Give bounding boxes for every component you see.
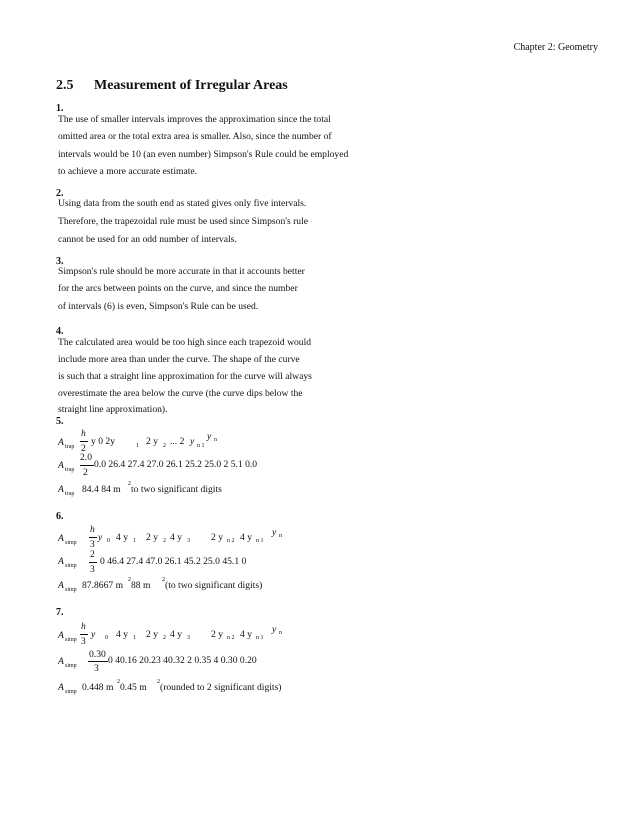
equation-terms: y [91, 629, 96, 640]
area-symbol: A [58, 484, 64, 495]
item-text-line: to achieve a more accurate estimate. [58, 166, 198, 177]
item-text-line: Using data from the south end as stated gives only five intervals. [58, 198, 307, 209]
area-symbol: A [58, 533, 64, 544]
item-number: 5. [56, 416, 64, 427]
subscript: 1 [136, 443, 139, 449]
h-numerator: h [81, 428, 86, 439]
subscript: 3 [187, 635, 190, 641]
subscript: 0 [107, 538, 110, 544]
superscript: 2 [157, 679, 160, 685]
item-text-line: include more area than under the curve. The shape of the curve [58, 354, 300, 365]
chapter-header: Chapter 2: Geometry [513, 42, 598, 53]
item-number: 7. [56, 607, 64, 618]
equation-terms: 4 y [170, 629, 182, 640]
item-number: 6. [56, 511, 64, 522]
superscript: 2 [162, 577, 165, 583]
equation-note: (rounded to 2 significant digits) [160, 682, 282, 693]
equation-terms: 2 y [146, 532, 158, 543]
equation-terms: y [98, 532, 103, 543]
subscript: n [279, 533, 282, 539]
equation-result: 84.4 84 m [82, 484, 121, 495]
h-numerator: h [81, 621, 86, 632]
fraction-bar [88, 661, 108, 662]
item-text-line: cannot be used for an odd number of intervals. [58, 234, 237, 245]
equation-terms: 4 y [116, 629, 128, 640]
equation-result: 0.448 m [82, 682, 114, 693]
subscript: n 1 [256, 538, 264, 544]
item-number: 2. [56, 188, 64, 199]
fraction-bar [80, 441, 88, 442]
equation-note: (to two significant digits) [165, 580, 263, 591]
subscript: 2 [163, 443, 166, 449]
area-symbol: A [58, 580, 64, 591]
fraction-numerator: 2.0 [80, 452, 92, 463]
equation-values: 0.0 26.4 27.4 27.0 26.1 25.2 25.0 2 5.1 0.0 [94, 459, 258, 470]
section-title: Measurement of Irregular Areas [94, 78, 288, 93]
item-number: 1. [56, 103, 64, 114]
subscript: n 1 [197, 443, 205, 449]
fraction-numerator: 0.30 [89, 649, 106, 660]
h-numerator: h [90, 524, 95, 535]
fraction-bar [89, 537, 97, 538]
subscript: n 2 [227, 635, 235, 641]
item-text-line: for the arcs between points on the curve, and since the number [58, 283, 298, 294]
equation-terms: y [272, 624, 277, 635]
item-text-line: The calculated area would be too high since each trapezoid would [58, 337, 312, 348]
item-text-line: intervals would be 10 (an even number) Simpson's Rule could be employed [58, 149, 349, 160]
area-symbol: A [58, 682, 64, 693]
fraction-denominator: 2 [83, 467, 88, 478]
simp-subscript: simp [65, 563, 77, 569]
area-symbol: A [58, 556, 64, 567]
item-text-line: Therefore, the trapezoidal rule must be used since Simpson's rule [58, 216, 309, 227]
simp-subscript: simp [65, 663, 77, 669]
fraction-denominator: 3 [90, 539, 95, 550]
item-number: 4. [56, 326, 64, 337]
subscript: 1 [133, 538, 136, 544]
fraction-denominator: 3 [90, 564, 95, 575]
equation-result: 88 m [131, 580, 151, 591]
item-text-line: overestimate the area below the curve (the curve dips below the [58, 388, 303, 399]
superscript: 2 [117, 679, 120, 685]
area-symbol: A [58, 656, 64, 667]
equation-result: 87.8667 m [82, 580, 124, 591]
subscript: 1 [133, 635, 136, 641]
subscript: n 1 [256, 635, 264, 641]
fraction-denominator: 3 [94, 663, 99, 674]
subscript: 3 [187, 538, 190, 544]
trap-subscript: trap [65, 491, 75, 497]
item-text-line: The use of smaller intervals improves the approximation since the total [58, 114, 331, 125]
subscript: 0 [105, 635, 108, 641]
item-text-line: is such that a straight line approximation for the curve will always [58, 371, 312, 382]
fraction-bar [80, 634, 88, 635]
equation-terms: ... 2 [170, 436, 185, 447]
area-symbol: A [58, 460, 64, 471]
simp-subscript: simp [65, 587, 77, 593]
fraction-bar [80, 465, 94, 466]
item-text-line: straight line approximation). [58, 404, 168, 415]
equation-terms: 4 y [240, 532, 252, 543]
equation-terms: y [207, 431, 212, 442]
superscript: 2 [128, 481, 131, 487]
equation-values: 0 40.16 20.23 40.32 2 0.35 4 0.30 0.20 [108, 655, 257, 666]
equation-terms: y [272, 527, 277, 538]
equation-result: 0.45 m [120, 682, 147, 693]
equation-note: to two significant digits [131, 484, 222, 495]
simp-subscript: simp [65, 540, 77, 546]
item-text-line: Simpson's rule should be more accurate in that it accounts better [58, 266, 305, 277]
fraction-bar [89, 562, 97, 563]
fraction-numerator: 2 [90, 549, 95, 560]
equation-terms: y [190, 436, 195, 447]
item-number: 3. [56, 256, 64, 267]
fraction-denominator: 2 [81, 443, 86, 454]
fraction-denominator: 3 [81, 636, 86, 647]
equation-terms: 2 y [146, 629, 158, 640]
subscript: 2 [163, 635, 166, 641]
item-text-line: omitted area or the total extra area is smaller. Also, since the number of [58, 131, 332, 142]
superscript: 2 [128, 577, 131, 583]
area-symbol: A [58, 630, 64, 641]
item-text-line: of intervals (6) is even, Simpson's Rule can be used. [58, 301, 259, 312]
simp-subscript: simp [65, 689, 77, 695]
subscript: n [279, 630, 282, 636]
equation-terms: 2 y [146, 436, 158, 447]
equation-terms: 4 y [240, 629, 252, 640]
equation-terms: 2 y [211, 532, 223, 543]
trap-subscript: trap [65, 444, 75, 450]
equation-values: 0 46.4 27.4 47.0 26.1 45.2 25.0 45.1 0 [100, 556, 247, 567]
equation-terms: y 0 2y [91, 436, 115, 447]
area-symbol: A [58, 437, 64, 448]
subscript: 2 [163, 538, 166, 544]
subscript: n [214, 437, 217, 443]
subscript: n 2 [227, 538, 235, 544]
equation-terms: 4 y [170, 532, 182, 543]
section-number: 2.5 [56, 78, 74, 93]
trap-subscript: trap [65, 467, 75, 473]
equation-terms: 4 y [116, 532, 128, 543]
simp-subscript: simp [65, 637, 77, 643]
equation-terms: 2 y [211, 629, 223, 640]
